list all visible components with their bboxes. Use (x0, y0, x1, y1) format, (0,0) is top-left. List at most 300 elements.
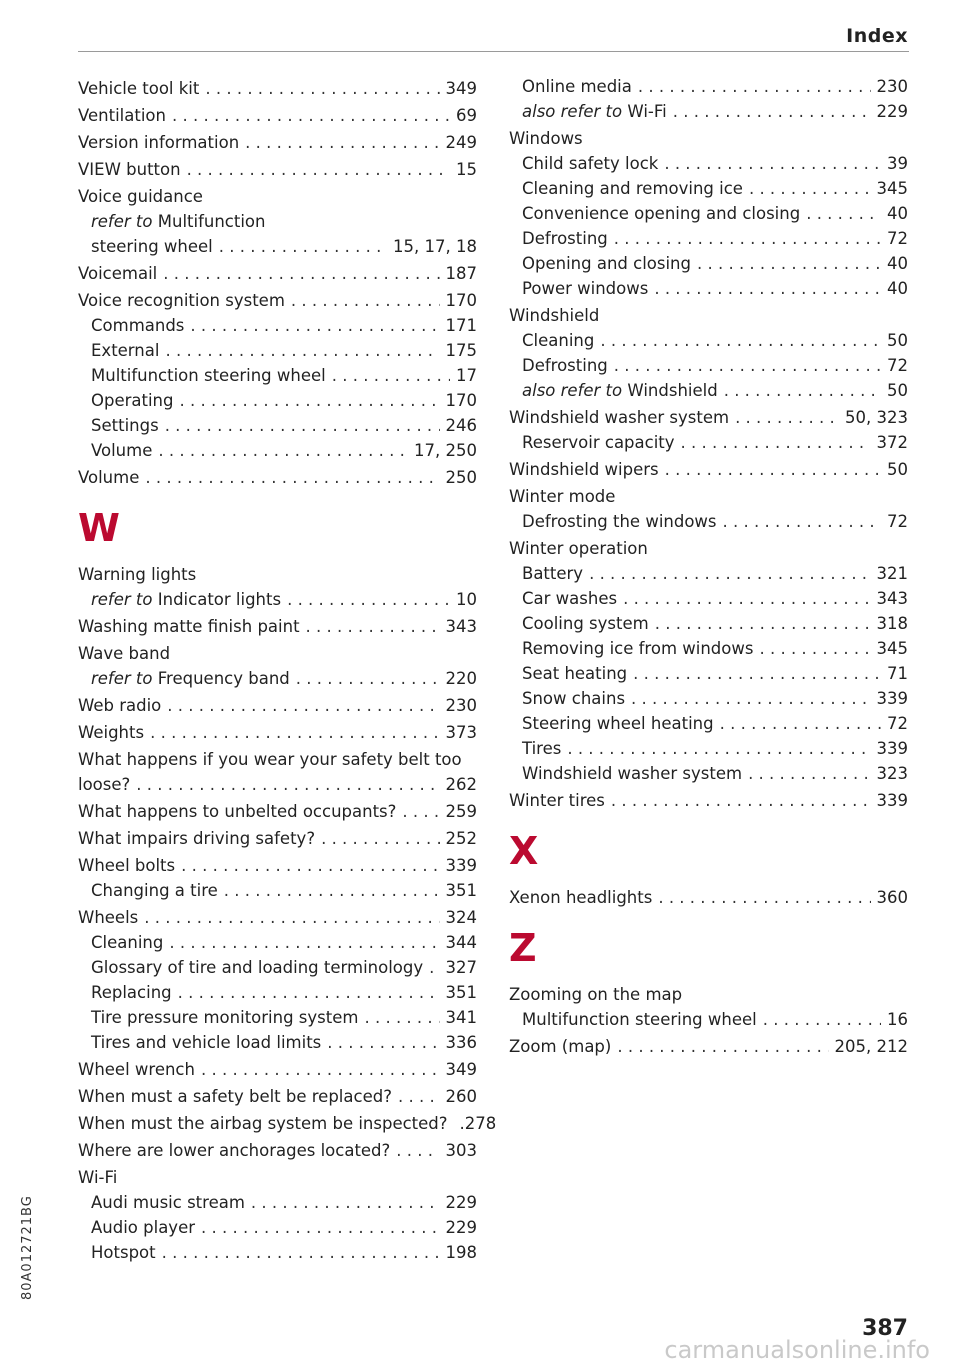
page-reference: 339 (876, 689, 908, 708)
dot-leader (165, 413, 440, 438)
dot-leader (150, 720, 439, 745)
dot-leader (219, 234, 387, 259)
index-heading (509, 303, 908, 328)
entry-label (78, 1057, 195, 1082)
index-entry (78, 465, 477, 490)
entry-text: Voice guidance (78, 187, 203, 206)
page-reference: 373 (445, 723, 477, 742)
dot-leader (614, 226, 881, 251)
entry-text: loose? (78, 775, 131, 794)
entry-label (91, 1005, 358, 1030)
dot-leader (296, 666, 440, 691)
index-entry (509, 74, 908, 99)
entry-label (78, 465, 139, 490)
index-entry (509, 176, 908, 201)
entry-label (509, 788, 605, 813)
page-reference: 323 (876, 764, 908, 783)
page-reference: 336 (445, 1033, 477, 1052)
index-entry (78, 130, 477, 155)
entry-text: What happens to unbelted occupants? (78, 802, 397, 821)
index-entry (509, 885, 908, 910)
entry-label (509, 982, 682, 1007)
entry-label (522, 686, 625, 711)
section-letter: W (78, 506, 120, 550)
index-entry (78, 772, 477, 797)
entry-text: Wi-Fi (627, 102, 667, 121)
entry-label (522, 711, 714, 736)
cross-reference-prefix: refer to (91, 590, 153, 609)
index-entry (509, 686, 908, 711)
page-reference: 40 (887, 279, 908, 298)
entry-label (91, 930, 163, 955)
page-reference: 229 (445, 1218, 477, 1237)
index-heading (78, 1165, 477, 1190)
entry-label (78, 641, 170, 666)
dot-leader (332, 363, 450, 388)
page-reference: 250 (445, 468, 477, 487)
entry-text: Windshield (627, 381, 718, 400)
index-entry (78, 878, 477, 903)
entry-label (522, 430, 675, 455)
entry-text: Windows (509, 129, 583, 148)
dot-leader (181, 853, 439, 878)
index-entry (78, 288, 477, 313)
entry-text: Windshield washer system (522, 764, 743, 783)
page-reference: 345 (876, 179, 908, 198)
entry-label (78, 853, 175, 878)
index-entry (78, 799, 477, 824)
entry-text: When must the airbag system be inspected? (78, 1114, 448, 1133)
entry-text: Snow chains (522, 689, 626, 708)
entry-label (91, 1215, 195, 1240)
dot-leader (180, 388, 440, 413)
dot-leader (749, 176, 871, 201)
dot-leader (806, 201, 881, 226)
dot-leader (617, 1034, 828, 1059)
entry-text: Operating (91, 391, 174, 410)
entry-text: VIEW button (78, 160, 181, 179)
page-reference: 327 (445, 958, 477, 977)
page-reference: 50, 323 (845, 408, 908, 427)
entry-label (78, 693, 161, 718)
page-reference: 198 (445, 1243, 477, 1262)
entry-text: Indicator lights (157, 590, 282, 609)
section-letter: Z (509, 926, 537, 970)
entry-label (78, 747, 462, 772)
entry-text: Warning lights (78, 565, 197, 584)
page-reference: 345 (876, 639, 908, 658)
dot-leader (364, 1005, 439, 1030)
page-reference: 50 (887, 460, 908, 479)
index-column-right (509, 74, 908, 1059)
entry-text: Version information (78, 133, 240, 152)
index-entry (509, 276, 908, 301)
page-reference: 72 (887, 229, 908, 248)
entry-label (78, 130, 239, 155)
page-reference: 339 (876, 739, 908, 758)
index-entry (509, 201, 908, 226)
index-entry (509, 1007, 908, 1032)
entry-label (91, 438, 152, 463)
entry-text: Reservoir capacity (522, 433, 675, 452)
entry-text: Zooming on the map (509, 985, 683, 1004)
entry-text: Windshield (509, 306, 600, 325)
entry-text: Hotspot (91, 1243, 156, 1262)
cross-reference-prefix: refer to (91, 669, 153, 688)
entry-text: Tire pressure monitoring system (91, 1008, 359, 1027)
index-heading (78, 209, 477, 234)
entry-label (78, 720, 144, 745)
dot-leader (759, 636, 870, 661)
index-heading (509, 484, 908, 509)
dot-leader (720, 711, 881, 736)
entry-text: Defrosting (522, 229, 608, 248)
entry-text: Changing a tire (91, 881, 218, 900)
page-reference: 339 (876, 791, 908, 810)
entry-label (78, 826, 315, 851)
dot-leader (398, 1084, 440, 1109)
entry-label (522, 378, 718, 403)
index-entry (509, 711, 908, 736)
index-entry (78, 234, 477, 259)
dot-leader (658, 885, 870, 910)
entry-label (78, 905, 138, 930)
entry-text: Volume (91, 441, 153, 460)
index-column-left (78, 74, 497, 1265)
entry-text: Winter operation (509, 539, 648, 558)
dot-leader (600, 328, 881, 353)
page-reference: 71 (887, 664, 908, 683)
entry-text: Weights (78, 723, 145, 742)
entry-label (78, 614, 300, 639)
page-reference: 349 (445, 1060, 477, 1079)
index-entry (509, 561, 908, 586)
dot-leader (623, 586, 870, 611)
entry-label (91, 313, 184, 338)
index-entry (509, 788, 908, 813)
entry-text: Web radio (78, 696, 162, 715)
entry-text: Frequency band (157, 669, 290, 688)
page-reference: 205, 212 (834, 1037, 908, 1056)
page-reference: 324 (445, 908, 477, 927)
entry-label (78, 261, 157, 286)
entry-label (78, 103, 166, 128)
entry-text: Cooling system (522, 614, 649, 633)
index-heading (509, 126, 908, 151)
page-reference: 69 (456, 106, 477, 125)
page-reference: 318 (876, 614, 908, 633)
entry-text: Wheel bolts (78, 856, 176, 875)
entry-text: What impairs driving safety? (78, 829, 316, 848)
entry-text: Xenon headlights (509, 888, 653, 907)
dot-leader (291, 288, 440, 313)
entry-text: Power windows (522, 279, 649, 298)
entry-text: Defrosting (522, 356, 608, 375)
entry-label (91, 209, 265, 234)
entry-label (522, 276, 648, 301)
dot-leader (611, 788, 871, 813)
entry-label (522, 353, 608, 378)
index-entry (78, 261, 477, 286)
index-entry (78, 587, 477, 612)
entry-text: What happens if you wear your safety belt too (78, 750, 462, 769)
cross-reference-prefix: refer to (91, 212, 153, 231)
dot-leader (201, 1215, 439, 1240)
page-reference: 246 (445, 416, 477, 435)
dot-leader (631, 686, 870, 711)
dot-leader (169, 930, 439, 955)
index-entry (78, 1111, 497, 1136)
section-letter: X (509, 829, 539, 873)
page-reference: 72 (887, 512, 908, 531)
entry-label (522, 328, 594, 353)
page-reference: 229 (445, 1193, 477, 1212)
page-reference: 249 (445, 133, 477, 152)
dot-leader (567, 736, 870, 761)
entry-label (78, 1084, 392, 1109)
entry-text: Wi-Fi (78, 1168, 118, 1187)
entry-label (509, 536, 648, 561)
entry-label (78, 1111, 448, 1136)
cross-reference-prefix: also refer to (522, 381, 623, 400)
dot-leader (145, 465, 439, 490)
entry-text: Convenience opening and closing (522, 204, 801, 223)
entry-label (522, 201, 800, 226)
entry-text: Where are lower anchorages located? (78, 1141, 391, 1160)
page-reference: 343 (876, 589, 908, 608)
entry-label (522, 74, 632, 99)
dot-leader (190, 313, 439, 338)
entry-text: Child safety lock (522, 154, 659, 173)
entry-label (78, 288, 285, 313)
page-reference: 220 (445, 669, 477, 688)
entry-text: Car washes (522, 589, 618, 608)
page-reference: 170 (445, 291, 477, 310)
entry-label (91, 1030, 321, 1055)
watermark: carmanualsonline.info (664, 1336, 930, 1364)
dot-leader (224, 878, 440, 903)
index-heading (509, 982, 908, 1007)
entry-label (91, 338, 159, 363)
dot-leader (162, 1240, 440, 1265)
entry-text: Cleaning (522, 331, 595, 350)
index-entry (509, 378, 908, 403)
page-reference: 40 (887, 204, 908, 223)
page-reference: 252 (445, 829, 477, 848)
dot-leader (172, 103, 450, 128)
index-entry (78, 853, 477, 878)
entry-label (78, 1165, 117, 1190)
index-entry (78, 413, 477, 438)
entry-text: Winter mode (509, 487, 616, 506)
entry-label (78, 184, 203, 209)
dot-leader (167, 693, 439, 718)
page-reference: 259 (445, 802, 477, 821)
index-entry (78, 980, 477, 1005)
entry-text: When must a safety belt be replaced? (78, 1087, 392, 1106)
dot-leader (187, 157, 450, 182)
index-entry (78, 955, 477, 980)
index-entry (78, 388, 477, 413)
index-entry (509, 586, 908, 611)
entry-text: Voicemail (78, 264, 158, 283)
entry-label (522, 761, 742, 786)
dot-leader (158, 438, 408, 463)
index-entry (78, 930, 477, 955)
entry-text: Commands (91, 316, 185, 335)
entry-text: Windshield wipers (509, 460, 659, 479)
entry-label (509, 303, 599, 328)
entry-label (522, 251, 691, 276)
index-entry (78, 693, 477, 718)
dot-leader (429, 955, 439, 980)
page-reference: 339 (445, 856, 477, 875)
index-entry (78, 76, 477, 101)
entry-label (522, 226, 608, 251)
entry-label (522, 611, 649, 636)
page-reference: 260 (445, 1087, 477, 1106)
index-entry (78, 338, 477, 363)
index-entry (509, 353, 908, 378)
entry-label (509, 405, 729, 430)
entry-text: Audio player (91, 1218, 196, 1237)
dot-leader (633, 661, 881, 686)
entry-label (91, 1190, 245, 1215)
index-entry (78, 826, 477, 851)
dot-leader (251, 1190, 440, 1215)
entry-text: Vehicle tool kit (78, 79, 200, 98)
page-reference: 321 (876, 564, 908, 583)
entry-text: Steering wheel heating (522, 714, 714, 733)
entry-label (91, 363, 326, 388)
entry-label (78, 772, 130, 797)
index-entry (509, 736, 908, 761)
page-reference: 262 (445, 775, 477, 794)
page-reference: 10 (456, 590, 477, 609)
index-entry (509, 636, 908, 661)
entry-text: Wave band (78, 644, 171, 663)
page-reference: 72 (887, 356, 908, 375)
entry-text: Zoom (map) (509, 1037, 612, 1056)
entry-label (91, 388, 174, 413)
index-entry (509, 405, 908, 430)
dot-leader (654, 276, 881, 301)
index-entry (509, 251, 908, 276)
entry-text: External (91, 341, 160, 360)
page-reference: 344 (445, 933, 477, 952)
entry-label (522, 509, 717, 534)
page-reference: 230 (876, 77, 908, 96)
entry-label (78, 1138, 390, 1163)
page-reference: 50 (887, 331, 908, 350)
entry-label (522, 661, 627, 686)
entry-text: Cleaning (91, 933, 164, 952)
index-entry (509, 430, 908, 455)
page-reference: 351 (445, 881, 477, 900)
entry-text: Audi music stream (91, 1193, 245, 1212)
header-rule (78, 51, 909, 52)
index-entry (78, 1005, 477, 1030)
index-entry (509, 151, 908, 176)
page-reference: 72 (887, 714, 908, 733)
entry-text: Wheel wrench (78, 1060, 195, 1079)
entry-text: Tires and vehicle load limits (91, 1033, 322, 1052)
index-entry (78, 157, 477, 182)
dot-leader (321, 826, 439, 851)
dot-leader (287, 587, 450, 612)
entry-label (509, 484, 615, 509)
dot-leader (614, 353, 881, 378)
dot-leader (144, 905, 439, 930)
index-heading (78, 184, 477, 209)
index-heading (78, 641, 477, 666)
index-entry (78, 313, 477, 338)
dot-leader (665, 457, 881, 482)
index-entry (78, 1240, 477, 1265)
entry-text: Seat heating (522, 664, 628, 683)
entry-text: Online media (522, 77, 632, 96)
index-entry (509, 328, 908, 353)
entry-text: Multifunction steering wheel (91, 366, 326, 385)
dot-leader (163, 261, 439, 286)
entry-label (522, 636, 753, 661)
page-reference: 170 (445, 391, 477, 410)
dot-leader (589, 561, 870, 586)
dot-leader (327, 1030, 439, 1055)
page-reference: 360 (876, 888, 908, 907)
dot-leader (697, 251, 881, 276)
entry-label (91, 955, 423, 980)
page-reference: 343 (445, 617, 477, 636)
page-reference: 230 (445, 696, 477, 715)
entry-label (78, 76, 199, 101)
entry-text: Battery (522, 564, 584, 583)
page-reference: 229 (876, 102, 908, 121)
entry-text: Ventilation (78, 106, 166, 125)
index-entry (78, 905, 477, 930)
dot-leader (763, 1007, 881, 1032)
dot-leader (201, 1057, 440, 1082)
index-entry (509, 1034, 908, 1059)
index-entry (509, 226, 908, 251)
dot-leader (673, 99, 871, 124)
dot-leader (748, 761, 870, 786)
index-heading (78, 562, 477, 587)
index-entry (78, 1030, 477, 1055)
dot-leader (178, 980, 440, 1005)
index-entry (78, 720, 477, 745)
page-reference: 17 (456, 366, 477, 385)
page-reference: 171 (445, 316, 477, 335)
page-reference: 341 (445, 1008, 477, 1027)
entry-label (522, 586, 617, 611)
dot-leader (306, 614, 440, 639)
index-entry (509, 661, 908, 686)
page-reference: 40 (887, 254, 908, 273)
entry-label (78, 157, 181, 182)
dot-leader (205, 76, 439, 101)
entry-text: Defrosting the windows (522, 512, 717, 531)
page-reference: 175 (445, 341, 477, 360)
page-reference: 15, 17, 18 (393, 237, 477, 256)
index-entry (78, 1215, 477, 1240)
entry-text: Removing ice from windows (522, 639, 754, 658)
dot-leader (638, 74, 871, 99)
entry-text: Wheels (78, 908, 139, 927)
entry-text: Opening and closing (522, 254, 691, 273)
index-entry (509, 509, 908, 534)
entry-text: Glossary of tire and loading terminology (91, 958, 424, 977)
